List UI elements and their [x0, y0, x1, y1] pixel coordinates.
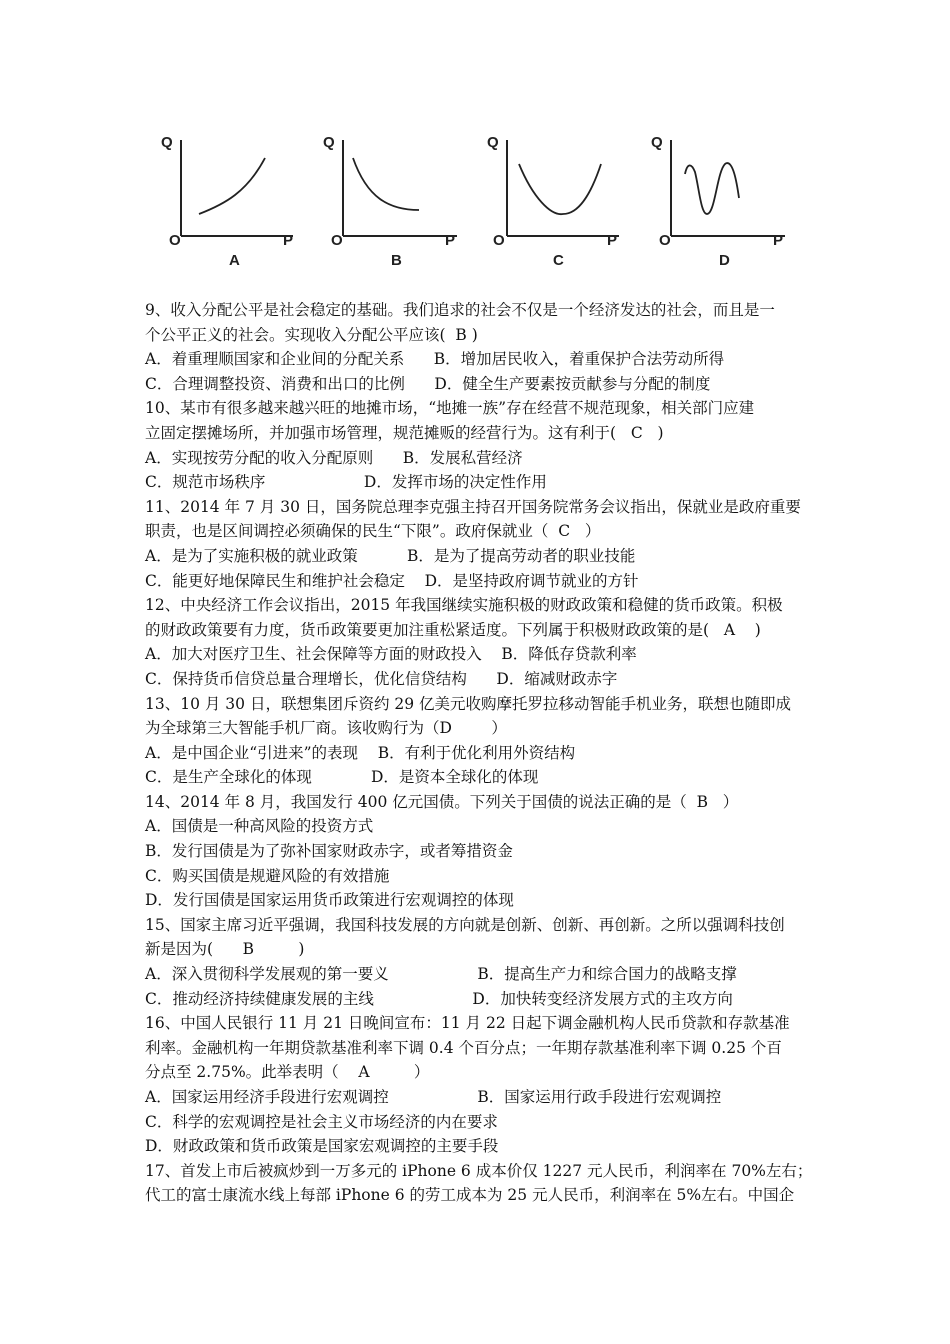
text-line: 分点至 2.75%。此举表明（ A ） [145, 1063, 430, 1082]
option-line: A．是为了实施积极的就业政策 B．是为了提高劳动者的职业技能 [145, 546, 636, 565]
text-line: 个公平正义的社会。实现收入分配公平应该( B ) [145, 325, 478, 344]
option-line: A．国债是一种高风险的投资方式 [145, 817, 374, 836]
curve-b [353, 158, 419, 210]
text-line: 17、首发上市后被疯炒到一万多元的 iPhone 6 成本价仅 1227 元人民币，利润率在 70%左右； [145, 1161, 813, 1180]
curve-c [519, 164, 601, 214]
option-line: C．是生产全球化的体现 D．是资本全球化的体现 [145, 768, 539, 787]
graph-d-x-label: P [773, 232, 784, 249]
question-text [145, 298, 813, 1208]
option-line: C．合理调整投资、消费和出口的比例 D．健全生产要素按贡献参与分配的制度 [145, 374, 711, 393]
graph-d-origin-label: O [659, 232, 671, 249]
graph-c-origin-label: O [493, 232, 505, 249]
curve-d [685, 163, 739, 214]
text-line: 新是因为( B ) [145, 940, 305, 959]
option-line: C．规范市场秩序 D．发挥市场的决定性作用 [145, 473, 547, 492]
option-line: A．是中国企业“引进来”的表现 B．有利于优化利用外资结构 [145, 743, 576, 762]
text-line: 11、2014 年 7 月 30 日，国务院总理李克强主持召开国务院常务会议指出，保就业是政府重要 [145, 497, 801, 516]
graph-d-y-label: Q [651, 134, 663, 151]
option-line: C．推动经济持续健康发展的主线 D．加快转变经济发展方式的主攻方向 [145, 989, 733, 1008]
option-line: A．深入贯彻科学发展观的第一要义 B．提高生产力和综合国力的战略支撑 [145, 965, 737, 984]
option-line: C．购买国债是规避风险的有效措施 [145, 866, 390, 885]
graph-d [647, 128, 797, 278]
option-line: A．加大对医疗卫生、社会保障等方面的财政投入 B．降低存贷款利率 [145, 645, 637, 664]
text-line: 立固定摆摊场所，并加强市场管理，规范摊贩的经营行为。这有利于( C ) [145, 423, 664, 442]
graph-d-caption: D [719, 252, 730, 269]
text-line: 为全球第三大智能手机厂商。该收购行为（D ） [145, 719, 507, 738]
text-line: 10、某市有很多越来越兴旺的地摊市场，“地摊一族”存在经营不规范现象，相关部门应建 [145, 399, 755, 418]
text-line: 12、中央经济工作会议指出，2015 年我国继续实施积极的财政政策和稳健的货币政策。积极 [145, 596, 783, 615]
option-line: A．实现按劳分配的收入分配原则 B．发展私营经济 [145, 448, 523, 467]
graph-b-y-label: Q [323, 134, 335, 151]
demand-curve-graphs [155, 128, 795, 278]
text-line: 14、2014 年 8 月，我国发行 400 亿元国债。下列关于国债的说法正确的是（ B ） [145, 792, 739, 811]
curve-a [199, 158, 265, 214]
text-line: 15、国家主席习近平强调，我国科技发展的方向就是创新、创新、再创新。之所以强调科技创 [145, 915, 785, 934]
graph-c-y-label: Q [487, 134, 499, 151]
graph-c-caption: C [553, 252, 564, 269]
graph-b-origin-label: O [331, 232, 343, 249]
graph-b-x-label: P [445, 232, 456, 249]
text-line: 13、10 月 30 日，联想集团斥资约 29 亿美元收购摩托罗拉移动智能手机业务，联想也随即成 [145, 694, 792, 713]
option-line: D．发行国债是国家运用货币政策进行宏观调控的体现 [145, 891, 514, 910]
text-line: 代工的富士康流水线上每部 iPhone 6 的劳工成本为 25 元人民币，利润率在 5%左右。中国企 [145, 1186, 795, 1205]
option-line: A．国家运用经济手段进行宏观调控 B．国家运用行政手段进行宏观调控 [145, 1088, 722, 1106]
graph-b-caption: B [391, 252, 402, 269]
text-line: 16、中国人民银行 11 月 21 日晚间宣布：11 月 22 日起下调金融机构人民币贷款和存款基准 [145, 1014, 790, 1033]
text-line: 9、收入分配公平是社会稳定的基础。我们追求的社会不仅是一个经济发达的社会，而且是一 [145, 301, 775, 319]
graph-c-x-label: P [607, 232, 618, 249]
option-line: A．着重理顺国家和企业间的分配关系 B．增加居民收入，着重保护合法劳动所得 [145, 350, 725, 369]
graph-b [319, 128, 469, 278]
text-line: 职责，也是区间调控必须确保的民生“下限”。政府保就业（ C ） [145, 522, 601, 541]
option-line: B．发行国债是为了弥补国家财政赤字，或者筹措资金 [145, 842, 513, 861]
graph-a-x-label: P [283, 232, 294, 249]
option-line: D．财政政策和货币政策是国家宏观调控的主要手段 [145, 1137, 499, 1156]
option-line: C．能更好地保障民生和维护社会稳定 D．是坚持政府调节就业的方针 [145, 571, 639, 590]
graph-c [481, 128, 631, 278]
graph-a-caption: A [229, 252, 240, 269]
text-line: 利率。金融机构一年期贷款基准利率下调 0.4 个百分点；一年期存款基准利率下调 0.25 个百 [145, 1038, 782, 1057]
option-line: C．保持货币信贷总量合理增长，优化信贷结构 D．缩减财政赤字 [145, 669, 618, 688]
graph-a [155, 128, 305, 278]
graph-a-y-label: Q [161, 134, 173, 151]
text-line: 的财政政策要有力度，货币政策要更加注重松紧适度。下列属于积极财政政策的是( A ) [145, 620, 761, 639]
graph-a-origin-label: O [169, 232, 181, 249]
option-line: C．科学的宏观调控是社会主义市场经济的内在要求 [145, 1112, 498, 1131]
